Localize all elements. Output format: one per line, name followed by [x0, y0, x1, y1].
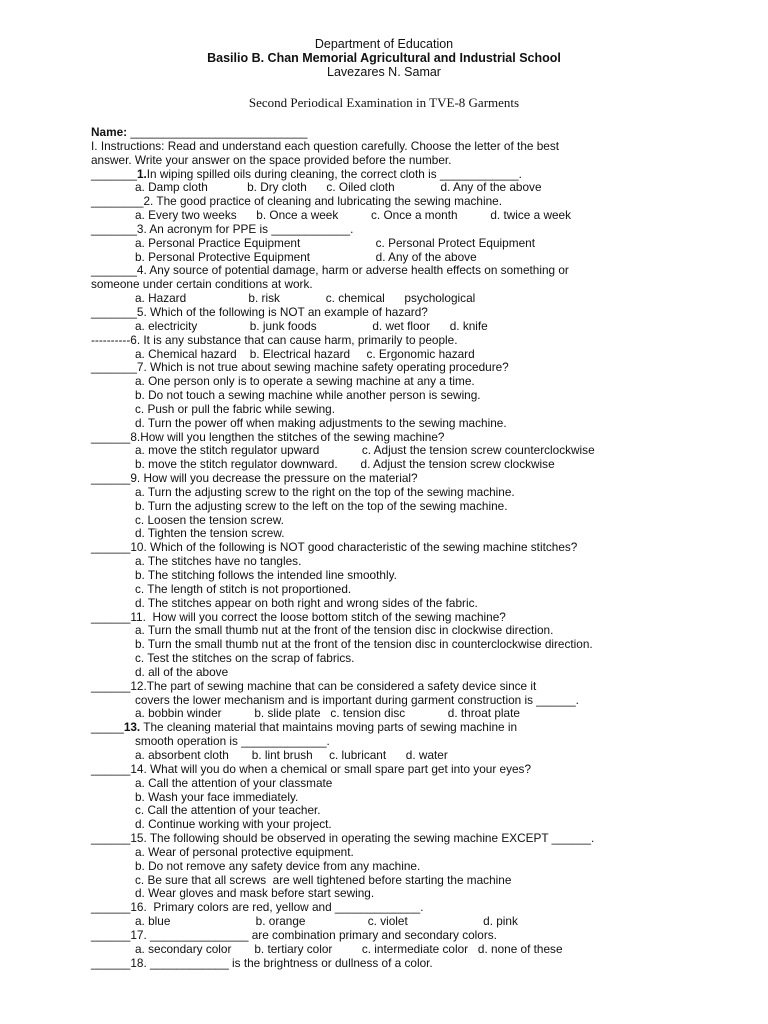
- question-3: _______3. An acronym for PPE is ____________.: [91, 221, 354, 236]
- question-12: ______12.The part of sewing machine that can be considered a safety device since it: [91, 678, 537, 693]
- question-7: _______7. Which is not true about sewing machine safety operating procedure?: [91, 360, 509, 375]
- name-label: Name:: [91, 125, 128, 139]
- question-8: ______8.How will you lengthen the stitches of the sewing machine?: [91, 429, 445, 444]
- school-name: Basilio B. Chan Memorial Agricultural and Industrial School: [207, 51, 561, 65]
- question-17-options: a. secondary color b. tertiary color c. intermediate color d. none of these: [135, 941, 563, 956]
- question-11: ______11. How will you correct the loose bottom stitch of the sewing machine?: [91, 609, 506, 624]
- question-15-option: b. Do not remove any safety device from any machine.: [135, 858, 421, 873]
- question-9-option: d. Tighten the tension screw.: [135, 526, 285, 541]
- question-4-options: a. Hazard b. risk c. chemical psychological: [135, 291, 476, 306]
- question-14: ______14. What will you do when a chemical or small spare part get into your eyes?: [91, 761, 531, 776]
- question-15-option: a. Wear of personal protective equipment.: [135, 844, 354, 859]
- question-10-option: c. The length of stitch is not proportioned.: [135, 581, 352, 596]
- question-text: In wiping spilled oils during cleaning, the correct cloth is ____________.: [146, 166, 522, 181]
- question-10: ______10. Which of the following is NOT good characteristic of the sewing machine stitches?: [91, 540, 578, 555]
- question-1: [91, 168, 751, 182]
- question-11-option: c. Test the stitches on the scrap of fabrics.: [135, 651, 355, 666]
- question-14-option: c. Call the attention of your teacher.: [135, 803, 321, 818]
- question-11-option: a. Turn the small thumb nut at the front of the tension disc in clockwise direction.: [135, 623, 554, 638]
- question-13: [91, 721, 751, 735]
- question-6: ----------6. It is any substance that can cause harm, primarily to people.: [91, 332, 458, 347]
- question-5-options: a. electricity b. junk foods d. wet floor d. knife: [135, 318, 488, 333]
- question-17: ______17. _______________ are combination primary and secondary colors.: [91, 927, 497, 942]
- question-16: ______16. Primary colors are red, yellow and _____________.: [91, 900, 424, 915]
- question-9: ______9. How will you decrease the pressure on the material?: [91, 471, 418, 486]
- question-10-option: b. The stitching follows the intended line smoothly.: [135, 568, 397, 582]
- question-18: ______18. ____________ is the brightness or dullness of a color.: [91, 955, 433, 970]
- question-4: _______4. Any source of potential damage, harm or adverse health effects on something or: [91, 263, 569, 278]
- question-14-option: a. Call the attention of your classmate: [135, 775, 333, 790]
- question-number: 1.: [136, 166, 147, 181]
- answer-blank: _____: [91, 720, 124, 735]
- question-10-option: a. The stitches have no tangles.: [135, 554, 302, 569]
- question-7-option: a. One person only is to operate a sewing machine at any a time.: [135, 374, 475, 389]
- question-11-option: b. Turn the small thumb nut at the front of the tension disc in counterclockwise direction.: [135, 637, 593, 652]
- document-header: [0, 37, 768, 79]
- question-3-options: a. Personal Practice Equipment c. Personal Protect Equipment: [135, 235, 535, 250]
- question-number: 13.: [123, 720, 141, 735]
- exam-title: Second Periodical Examination in TVE-8 Garments: [248, 95, 520, 110]
- name-blank: ___________________________: [127, 125, 308, 139]
- question-2-options: a. Every two weeks b. Once a week c. Once a month d. twice a week: [135, 208, 572, 223]
- question-5: _______5. Which of the following is NOT an example of hazard?: [91, 304, 428, 319]
- answer-blank: _______: [91, 166, 137, 181]
- department-name: Department of Education: [314, 37, 454, 51]
- question-15-option: d. Wear gloves and mask before start sewing.: [135, 886, 375, 901]
- question-13-continued: smooth operation is _____________.: [135, 734, 330, 749]
- question-2: ________2. The good practice of cleaning and lubricating the sewing machine.: [91, 194, 502, 209]
- question-9-option: c. Loosen the tension screw.: [135, 512, 284, 527]
- question-7-option: c. Push or pull the fabric while sewing.: [135, 401, 335, 416]
- question-7-option: b. Do not touch a sewing machine while another person is sewing.: [135, 388, 481, 403]
- question-11-option: d. all of the above: [135, 664, 229, 679]
- question-9-option: b. Turn the adjusting screw to the left on the top of the sewing machine.: [135, 498, 508, 513]
- question-10-option: d. The stitches appear on both right and wrong sides of the fabric.: [135, 595, 478, 610]
- question-8-options: a. move the stitch regulator upward c. Adjust the tension screw counterclockwise: [135, 443, 595, 458]
- question-8-options: b. move the stitch regulator downward. d. Adjust the tension screw clockwise: [135, 457, 555, 472]
- question-14-option: b. Wash your face immediately.: [135, 789, 299, 804]
- name-line: [91, 126, 751, 140]
- question-6-options: a. Chemical hazard b. Electrical hazard c. Ergonomic hazard: [135, 346, 475, 361]
- question-13-options: a. absorbent cloth b. lint brush c. lubricant d. water: [135, 747, 448, 762]
- question-16-options: a. blue b. orange c. violet d. pink: [135, 914, 518, 929]
- question-4-continued: someone under certain conditions at work.: [91, 277, 313, 292]
- question-15-option: c. Be sure that all screws are well tightened before starting the machine: [135, 872, 512, 887]
- question-15: ______15. The following should be observed in operating the sewing machine EXCEPT ______.: [91, 831, 595, 846]
- instructions-line: answer. Write your answer on the space provided before the number.: [91, 152, 452, 167]
- question-12-options: a. bobbin winder b. slide plate c. tension disc d. throat plate: [135, 706, 520, 721]
- school-location: Lavezares N. Samar: [327, 65, 441, 79]
- question-3-options: b. Personal Protective Equipment d. Any of the above: [135, 249, 477, 264]
- question-text: The cleaning material that maintains moving parts of sewing machine in: [140, 720, 518, 735]
- question-14-option: d. Continue working with your project.: [135, 817, 332, 832]
- question-1-options: a. Damp cloth b. Dry cloth c. Oiled cloth d. Any of the above: [135, 180, 542, 195]
- question-12-continued: covers the lower mechanism and is important during garment construction is ______.: [135, 692, 579, 707]
- exam-body: [91, 126, 751, 970]
- question-9-option: a. Turn the adjusting screw to the right on the top of the sewing machine.: [135, 484, 515, 499]
- question-7-option: d. Turn the power off when making adjustments to the sewing machine.: [135, 415, 507, 430]
- instructions-line: I. Instructions: Read and understand each question carefully. Choose the letter of the best: [91, 138, 560, 153]
